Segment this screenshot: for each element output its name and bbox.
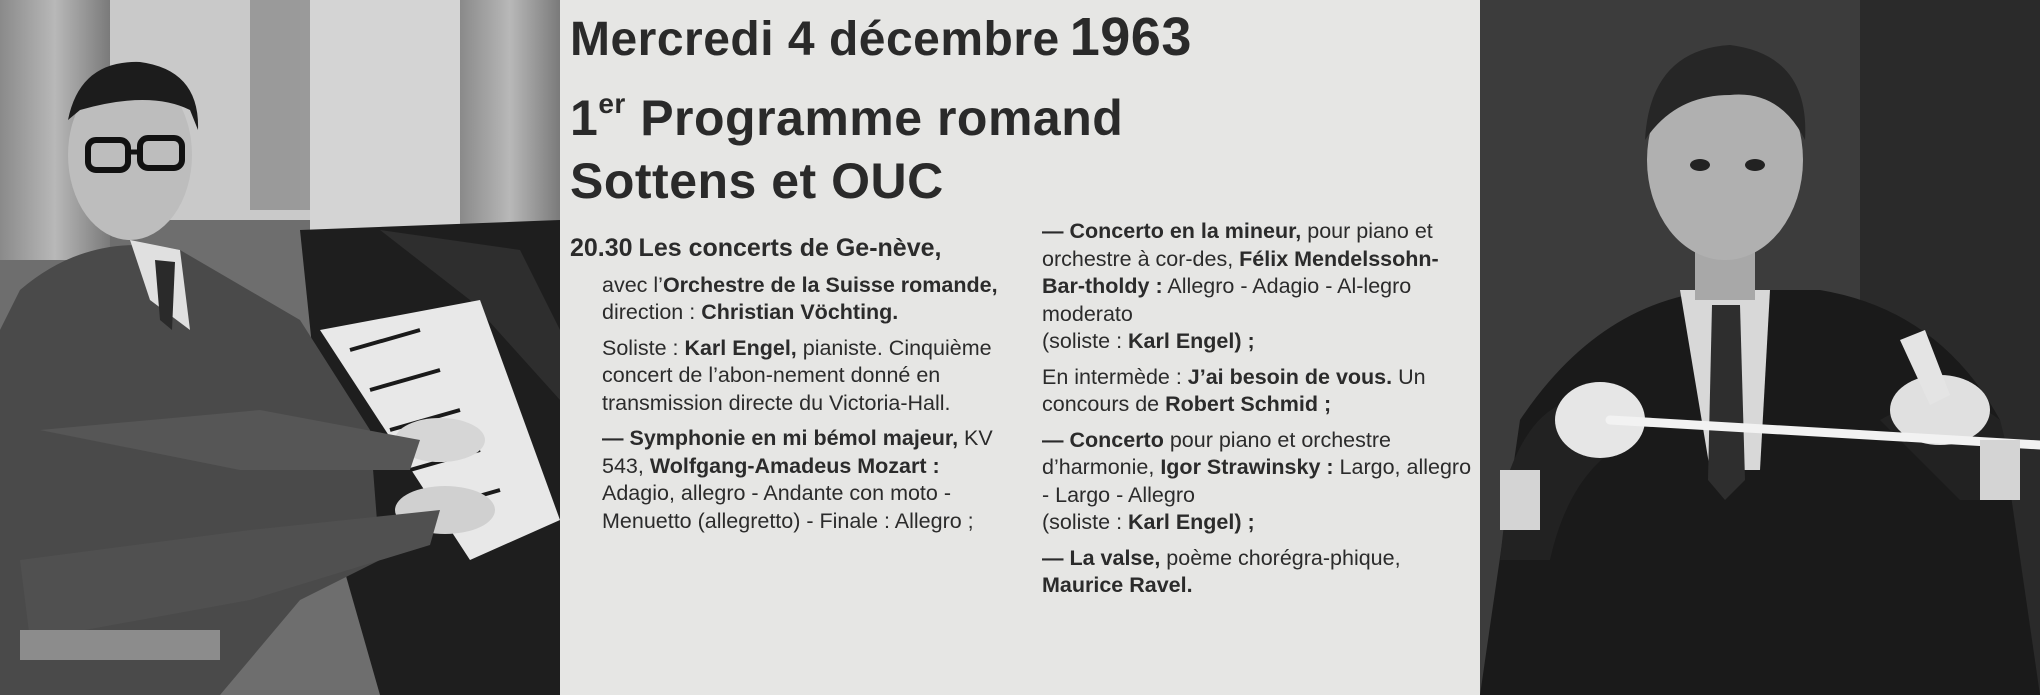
broadcast-time: 20.30 [570,234,633,262]
listing-date [570,6,1192,68]
text-span: En intermède : [1042,364,1188,389]
text-span: Allegro - Adagio - Al-legro moderato [1042,274,1412,326]
text-span: Adagio, allegro - Andante con moto - Menuetto (allegretto) - Finale : Allegro ; [602,481,974,533]
text-span: poème chorégra-phique, [1160,545,1401,570]
text-span: Soliste : [602,335,685,360]
text-span: Largo, allegro - Largo - Allegro [1042,455,1472,507]
text-span: KV 543, [602,426,993,478]
dash: — [1042,545,1064,570]
text-span: Un concours de [1042,364,1426,416]
ravel-paragraph [1042,545,1472,600]
composer-name: Maurice Ravel. [1042,573,1193,597]
soloist-name: Karl Engel, [684,335,797,360]
stravinsky-paragraph [1042,427,1472,537]
soloist-name: Karl Engel) ; [1128,510,1255,534]
concert-title [570,235,1015,264]
work-title: Concerto [1069,427,1164,452]
date-text: Mercredi 4 décembre [570,13,1060,66]
program-heading [570,88,1123,147]
work-title: Symphonie en mi bémol majeur, [629,426,959,450]
program-name: Programme romand [640,90,1124,146]
stations-heading: Sottens et OUC [570,153,944,209]
pianist-photo [0,0,560,695]
text-span: pianiste. Cinquième concert de l’abon-nement donné en transmission directe du Victoria-Hall. [602,335,992,415]
text-span: pour piano et orchestre d’harmonie, [1042,427,1391,479]
conductor-photo [1480,0,2040,695]
mozart-paragraph [570,425,1015,535]
work-title: Concerto en la mineur, [1069,219,1302,243]
soloist-paragraph [570,335,1015,418]
text-span: (soliste : [1042,510,1129,534]
dash: — [602,426,624,450]
program-ordinal-suffix: er [598,88,626,119]
text-span: direction : [602,300,702,324]
dash: — [1042,427,1064,452]
composer-name: Igor Strawinsky : [1160,455,1334,479]
author-name: Robert Schmid ; [1165,392,1332,416]
composer-name: Félix Mendelssohn-Bar-tholdy : [1042,246,1439,298]
concert-name: Les concerts de Ge-nève, [638,234,942,262]
orchestra-name: Orchestre de la Suisse romande, [662,272,998,297]
year-text: 1963 [1069,7,1192,67]
work-title: J’ai besoin de vous. [1187,364,1393,389]
program-ordinal: 1 [570,90,599,146]
column-right [1042,218,1472,608]
text-span: (soliste : [1042,329,1129,353]
mendelssohn-paragraph [1042,218,1472,356]
intermede-paragraph [1042,364,1472,419]
text-span: pour piano et orchestre à cor-des, [1042,219,1433,271]
conductor-name: Christian Vöchting. [701,300,899,324]
column-left [570,235,1015,543]
radio-listing-article [560,0,1480,695]
work-title: La valse, [1069,545,1161,570]
soloist-name: Karl Engel) ; [1128,329,1255,353]
orchestra-paragraph [570,272,1015,327]
composer-name: Wolfgang-Amadeus Mozart : [649,453,940,478]
text-span: avec l’ [602,272,663,297]
dash: — [1042,219,1064,243]
